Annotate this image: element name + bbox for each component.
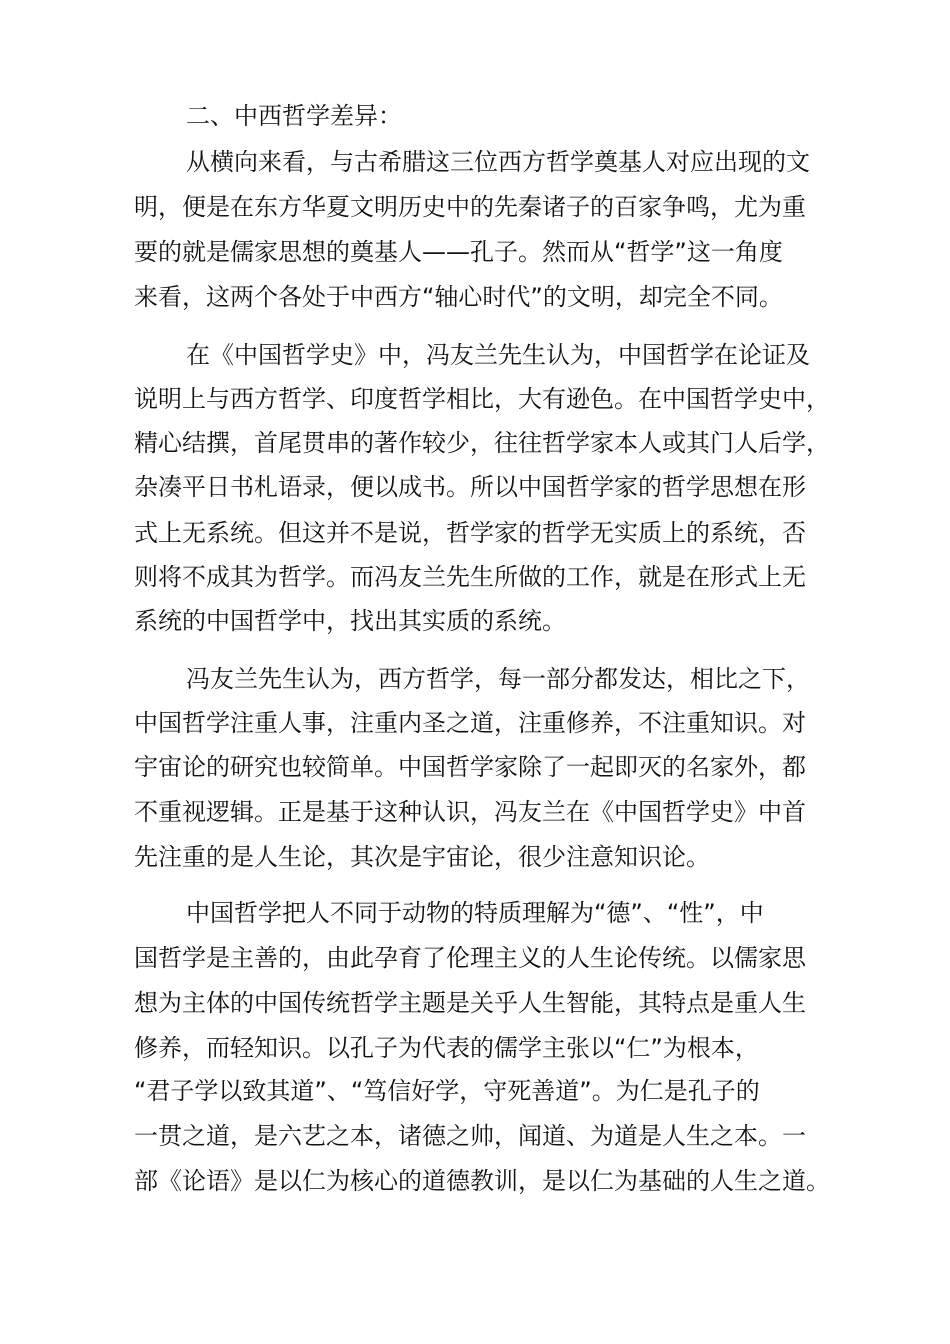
paragraph-line: 不重视逻辑。正是基于这种认识，冯友兰在《中国哲学史》中首 <box>134 798 806 826</box>
paragraph-line: 说明上与西方哲学、印度哲学相比，大有逊色。在中国哲学史中， <box>134 385 830 413</box>
paragraph-line: 中国哲学把人不同于动物的特质理解为“德”、“性”，中 <box>186 899 764 927</box>
paragraph-line: 杂凑平日书札语录，便以成书。所以中国哲学家的哲学思想在形 <box>134 473 806 501</box>
paragraph-line: 则将不成其为哲学。而冯友兰先生所做的工作，就是在形式上无 <box>134 563 806 591</box>
paragraph-line: 修养，而轻知识。以孔子为代表的儒学主张以“仁”为根本， <box>134 1034 759 1062</box>
section-heading: 二、中西哲学差异： <box>186 102 402 130</box>
paragraph-line: 想为主体的中国传统哲学主题是关乎人生智能，其特点是重人生 <box>134 989 806 1017</box>
paragraph-line: 在《中国哲学史》中，冯友兰先生认为，中国哲学在论证及 <box>186 341 810 369</box>
paragraph-line: 从横向来看，与古希腊这三位西方哲学奠基人对应出现的文 <box>186 148 810 176</box>
paragraph-line: 系统的中国哲学中，找出其实质的系统。 <box>134 607 566 635</box>
paragraph-line: 先注重的是人生论，其次是宇宙论，很少注意知识论。 <box>134 843 710 871</box>
paragraph-line: 一贯之道，是六艺之本，诸德之帅，闻道、为道是人生之本。一 <box>134 1122 806 1150</box>
paragraph-line: 国哲学是主善的，由此孕育了伦理主义的人生论传统。以儒家思 <box>134 944 806 972</box>
paragraph-line: 式上无系统。但这并不是说，哲学家的哲学无实质上的系统，否 <box>134 519 806 547</box>
paragraph-line: 要的就是儒家思想的奠基人——孔子。然而从“哲学”这一角度 <box>134 238 783 266</box>
paragraph-line: “君子学以致其道”、“笃信好学，守死善道”。为仁是孔子的 <box>134 1077 760 1105</box>
paragraph-line: 精心结撰，首尾贯串的著作较少，往往哲学家本人或其门人后学， <box>134 429 830 457</box>
paragraph-line: 冯友兰先生认为，西方哲学，每一部分都发达，相比之下， <box>186 665 810 693</box>
paragraph-line: 中国哲学注重人事，注重内圣之道，注重修养，不注重知识。对 <box>134 709 806 737</box>
paragraph-line: 宇宙论的研究也较简单。中国哲学家除了一起即灭的名家外，都 <box>134 753 806 781</box>
paragraph-line: 部《论语》是以仁为核心的道德教训，是以仁为基础的人生之道。 <box>134 1167 830 1195</box>
paragraph-line: 来看，这两个各处于中西方“轴心时代”的文明，却完全不同。 <box>134 283 783 311</box>
paragraph-line: 明，便是在东方华夏文明历史中的先秦诸子的百家争鸣，尤为重 <box>134 193 806 221</box>
